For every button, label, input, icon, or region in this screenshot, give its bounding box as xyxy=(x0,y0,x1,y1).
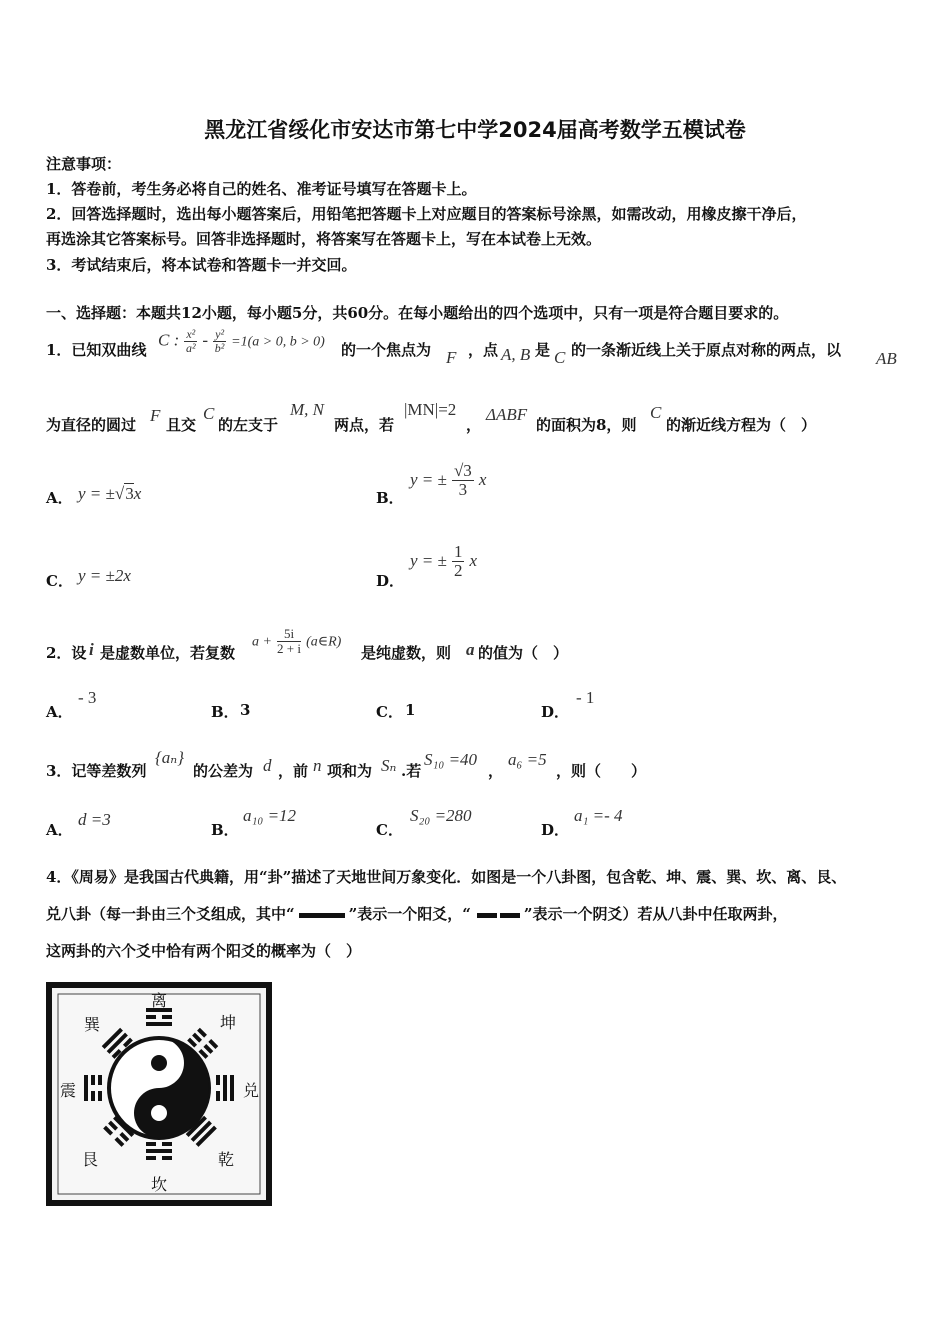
q1-option-A-label: A． xyxy=(46,489,73,507)
yang-yao-icon xyxy=(299,913,345,918)
q3-option-D: a₁ =- 4 xyxy=(574,806,623,825)
bagua-figure xyxy=(46,982,272,1206)
notice-heading: 注意事项： xyxy=(46,155,122,173)
q3-condition-1: S₁₀ =40 xyxy=(424,750,478,769)
label-zhen: 震 xyxy=(59,1081,77,1100)
q2-option-D-label: D． xyxy=(541,703,570,721)
q3-text-6: ，则（ ） xyxy=(556,762,647,780)
q4-line-2: 兑八卦（每一卦由三个爻组成，其中“ ”表示一个阳爻，“ ”表示一个阴爻）若从八卦中任取两卦， xyxy=(46,905,788,923)
q3-var-d: d xyxy=(263,756,272,775)
q3-sequence: {aₙ} xyxy=(155,748,184,767)
q3-comma: ， xyxy=(488,762,504,780)
q1-curve-C-2: C xyxy=(203,404,215,423)
q1-text-5: 的一条渐近线上关于原点对称的两点，以 xyxy=(571,341,842,359)
q1-text-1: 1．已知双曲线 xyxy=(46,341,147,359)
q1-points-MN: M, N xyxy=(290,400,324,419)
q2-text-2: 是虚数单位，若复数 xyxy=(100,644,236,662)
label-kun: 坤 xyxy=(219,1013,237,1032)
q1-option-D: y = ± $\frac{1}{2}$ x xyxy=(410,542,478,580)
q3-text-3: ，前 xyxy=(278,762,309,780)
q2-var-a: a xyxy=(466,640,475,659)
q2-text-4: 的值为（ ） xyxy=(478,644,569,662)
q1-text-2: 的一个焦点为 xyxy=(341,341,432,359)
notice-item-2: 2．回答选择题时，选出每小题答案后，用铅笔把答题卡上对应题目的答案标号涂黑，如需改动，用橡皮擦干净后， xyxy=(46,205,807,223)
section-heading: 一、选择题：本题共12小题，每小题5分，共60分。在每小题给出的四个选项中，只有一项是符合题目要求的。 xyxy=(46,304,789,322)
q1-text-6: 为直径的圆过 xyxy=(46,416,137,434)
q1-text-4: 是 xyxy=(535,341,551,359)
q1-triangle-ABF: ΔABF xyxy=(486,405,528,424)
q1-option-C: y = ±2x xyxy=(78,566,131,585)
q3-option-B-label: B． xyxy=(211,821,239,839)
q3-text-1: 3．记等差数列 xyxy=(46,762,147,780)
label-dui: 兑 xyxy=(242,1081,260,1100)
notice-item-3: 3．考试结束后，将本试卷和答题卡一并交回。 xyxy=(46,256,357,274)
q1-text-9: 两点，若 xyxy=(334,416,395,434)
q2-option-A-label: A． xyxy=(46,703,73,721)
q1-text-10: 的面积为8，则 xyxy=(536,416,637,434)
label-qian: 乾 xyxy=(217,1150,235,1169)
q1-option-B: y = ± $\frac{√3}{3}$ x xyxy=(410,461,487,499)
q2-text-3: 是纯虚数，则 xyxy=(361,644,452,662)
q3-condition-2: a₆ =5 xyxy=(508,750,547,769)
q2-option-D: - 1 xyxy=(576,688,595,707)
q1-text-8: 的左支于 xyxy=(218,416,279,434)
q3-option-C: S₂₀ =280 xyxy=(410,806,472,825)
q2-option-B: 3 xyxy=(240,701,251,719)
q3-option-A: d =3 xyxy=(78,810,111,829)
q1-comma: ， xyxy=(466,416,482,434)
q1-option-A: y = ±√3x xyxy=(78,484,142,503)
q1-segment-AB: AB xyxy=(876,349,897,368)
q2-option-C-label: C． xyxy=(376,703,403,721)
page-title: 黑龙江省绥化市安达市第七中学2024届高考数学五模试卷 xyxy=(204,118,746,142)
q1-curve-C: C xyxy=(554,348,566,367)
q3-option-C-label: C． xyxy=(376,821,403,839)
q3-option-D-label: D． xyxy=(541,821,570,839)
yin-yang-icon xyxy=(109,1038,209,1138)
q3-var-n: n xyxy=(313,756,322,775)
q1-curve-C-3: C xyxy=(650,403,662,422)
q1-condition-MN: |MN|=2 xyxy=(404,400,457,419)
label-gen: 艮 xyxy=(81,1150,99,1169)
q2-imag-unit: i xyxy=(89,640,94,659)
label-li: 离 xyxy=(150,991,168,1010)
q3-option-A-label: A． xyxy=(46,821,73,839)
notice-item-2-cont: 再选涂其它答案标号。回答非选择题时，将答案写在答题卡上，写在本试卷上无效。 xyxy=(46,230,602,248)
q3-var-Sn: Sₙ xyxy=(381,756,397,775)
q1-option-B-label: B． xyxy=(376,489,404,507)
q1-text-7: 且交 xyxy=(166,416,197,434)
label-kan: 坎 xyxy=(150,1175,168,1194)
q2-complex-expr: a + $\frac{5i}{2 + i}$ (a∈R) xyxy=(252,626,342,656)
q1-focus-F-2: F xyxy=(150,406,161,425)
notice-item-1: 1．答卷前，考生务必将自己的姓名、准考证号填写在答题卡上。 xyxy=(46,180,477,198)
q2-option-C: 1 xyxy=(405,701,416,719)
yin-yao-right-icon xyxy=(500,913,520,918)
q2-option-A: - 3 xyxy=(78,688,97,707)
q1-hyperbola-equation: C : $\frac{\text{x²}}{\text{a²}}$ - $\frac{\text{y²}}{\text{b²}}$ =1(a > 0, b > 0) xyxy=(158,327,325,355)
q3-text-4: 项和为 xyxy=(327,762,373,780)
q4-line-1: 4．《周易》是我国古代典籍，用“卦”描述了天地世间万象变化．如图是一个八卦图，包含乾、坤、震、巽、坎、离、艮、 xyxy=(46,868,847,886)
q3-option-B: a₁₀ =12 xyxy=(243,806,297,825)
q1-points-AB: A, B xyxy=(501,345,531,364)
q1-text-11: 的渐近线方程为（ ） xyxy=(666,416,817,434)
q1-option-D-label: D． xyxy=(376,572,405,590)
q1-option-C-label: C． xyxy=(46,572,73,590)
q1-text-3: ，点 xyxy=(468,341,499,359)
q2-text-1: 2．设 xyxy=(46,644,87,662)
q2-option-B-label: B． xyxy=(211,703,239,721)
q1-focus-F: F xyxy=(446,348,457,367)
q3-text-2: 的公差为 xyxy=(193,762,254,780)
label-xun: 巽 xyxy=(83,1015,101,1034)
q4-line-3: 这两卦的六个爻中恰有两个阳爻的概率为（ ） xyxy=(46,942,362,960)
q3-text-5: .若 xyxy=(401,762,422,780)
yin-yao-left-icon xyxy=(477,913,497,918)
